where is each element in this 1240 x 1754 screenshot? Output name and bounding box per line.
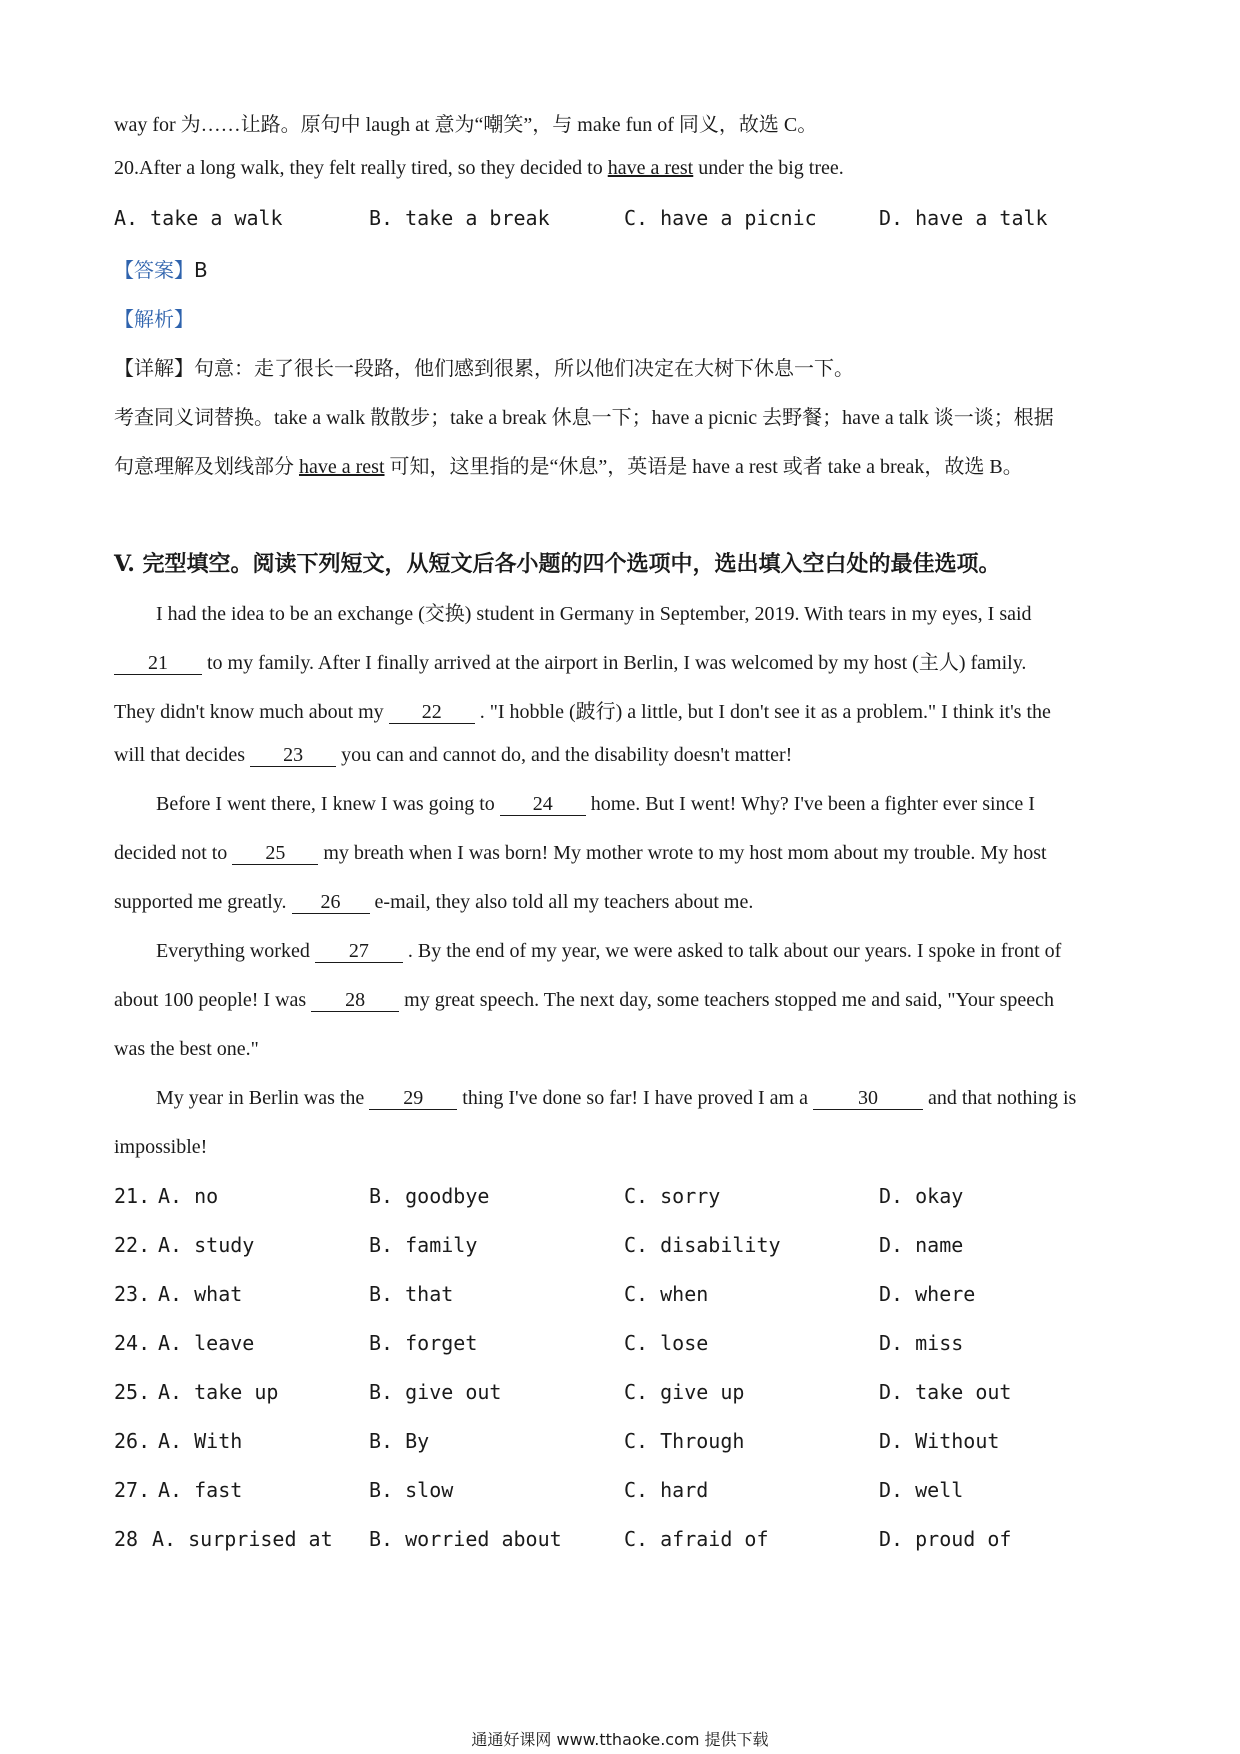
option-a[interactable]: A. take a walk: [114, 206, 283, 230]
option-d[interactable]: D. well: [879, 1478, 964, 1502]
blank-25: 25: [232, 842, 318, 865]
detail-3-underlined: have a rest: [299, 456, 385, 478]
blank-22: 22: [389, 701, 475, 724]
option-a[interactable]: A. what: [158, 1282, 243, 1306]
option-d[interactable]: D. miss: [879, 1331, 964, 1355]
question-number: 27.: [114, 1478, 151, 1502]
detail-3-post: 可知，这里指的是“休息”，英语是 have a rest 或者 take a break，故选 B。: [384, 456, 1023, 478]
p2-line2-pre: decided not to: [114, 842, 233, 864]
blank-28: 28: [311, 989, 399, 1012]
passage-p2-line2: [114, 842, 1130, 865]
question-20-underlined: have a rest: [607, 157, 694, 179]
option-a[interactable]: A. study: [158, 1233, 255, 1257]
passage-p1-line3: [114, 695, 1130, 724]
blank-30: 30: [813, 1087, 923, 1110]
blank-26: 26: [292, 891, 370, 914]
option-b[interactable]: B. give out: [369, 1380, 502, 1404]
option-c[interactable]: C. when: [624, 1282, 709, 1306]
blank-27: 27: [315, 940, 403, 963]
option-d[interactable]: D. okay: [879, 1184, 964, 1208]
option-c[interactable]: C. Through: [624, 1429, 745, 1453]
option-c[interactable]: C. disability: [624, 1233, 781, 1257]
passage-p3-line2: [114, 989, 1130, 1012]
question-20-text-pre: 20.After a long walk, they felt really tired, so they decided to: [114, 157, 608, 179]
detail-line-3: [114, 450, 1130, 479]
detail-3-pre: 句意理解及划线部分: [114, 456, 299, 478]
question-number: 22.: [114, 1233, 151, 1257]
option-b[interactable]: B. goodbye: [369, 1184, 490, 1208]
option-c[interactable]: C. sorry: [624, 1184, 721, 1208]
section-heading: V. 完型填空。阅读下列短文，从短文后各小题的四个选项中，选出填入空白处的最佳选项。: [114, 551, 1001, 577]
option-c[interactable]: C. lose: [624, 1331, 709, 1355]
p3-line1-pre: Everything worked: [156, 940, 315, 962]
answer-line: [114, 254, 1130, 283]
option-c[interactable]: C. give up: [624, 1380, 745, 1404]
option-d[interactable]: D. Without: [879, 1429, 1000, 1453]
blank-29: 29: [369, 1087, 457, 1110]
option-d[interactable]: D. have a talk: [879, 206, 1048, 230]
option-b[interactable]: B. By: [369, 1429, 430, 1453]
option-d[interactable]: D. proud of: [879, 1527, 1012, 1551]
p4-line1-pre: My year in Berlin was the: [156, 1087, 370, 1109]
p2-line3-post: e-mail, they also told all my teachers about me.: [369, 891, 754, 913]
question-number: 25.: [114, 1380, 151, 1404]
p3-line1-post: . By the end of my year, we were asked to talk about our years. I spoke in front of: [402, 940, 1062, 962]
p3-line2-post: my great speech. The next day, some teachers stopped me and said, "Your speech: [399, 989, 1055, 1011]
detail-line-2: 考查同义词替换。take a walk 散散步；take a break 休息一下；have a picnic 去野餐；have a talk 谈一谈；根据: [114, 407, 1054, 429]
passage-p1-line2: [114, 646, 1130, 675]
option-a[interactable]: A. surprised at: [152, 1527, 333, 1551]
passage-p4-line2: impossible!: [114, 1136, 208, 1158]
question-20: [114, 157, 1130, 180]
option-b[interactable]: B. slow: [369, 1478, 454, 1502]
option-d[interactable]: D. name: [879, 1233, 964, 1257]
blank-23: 23: [250, 744, 336, 767]
p1-line2-text: to my family. After I finally arrived at the airport in Berlin, I was welcomed by my host (主人) family.: [202, 652, 1027, 674]
option-b[interactable]: B. family: [369, 1233, 478, 1257]
option-b[interactable]: B. worried about: [369, 1527, 562, 1551]
option-d[interactable]: D. take out: [879, 1380, 1012, 1404]
option-b[interactable]: B. take a break: [369, 206, 550, 230]
p1-line4-pre: will that decides: [114, 744, 251, 766]
detail-line-1: 【详解】句意：走了很长一段路，他们感到很累，所以他们决定在大树下休息一下。: [114, 358, 854, 380]
answer-value: B: [194, 258, 208, 282]
passage-p1-line4: [114, 744, 1130, 767]
question-number: 26.: [114, 1429, 151, 1453]
p1-line3-pre: They didn't know much about my: [114, 701, 389, 723]
p2-line3-pre: supported me greatly.: [114, 891, 292, 913]
question-number: 24.: [114, 1331, 151, 1355]
passage-p3-line3: was the best one.": [114, 1038, 259, 1060]
question-number: 23.: [114, 1282, 151, 1306]
p3-line2-pre: about 100 people! I was: [114, 989, 312, 1011]
option-a[interactable]: A. no: [158, 1184, 219, 1208]
p4-line1-mid: thing I've done so far! I have proved I am a: [457, 1087, 813, 1109]
option-d[interactable]: D. where: [879, 1282, 976, 1306]
p1-line4-post: you can and cannot do, and the disability doesn't matter!: [336, 744, 793, 766]
question-20-text-post: under the big tree.: [693, 157, 844, 179]
question-number: 21.: [114, 1184, 151, 1208]
p2-line2-post: my breath when I was born! My mother wrote to my host mom about my trouble. My host: [318, 842, 1047, 864]
p2-line1-pre: Before I went there, I knew I was going to: [156, 793, 500, 815]
option-a[interactable]: A. leave: [158, 1331, 255, 1355]
question-number: 28: [114, 1527, 139, 1551]
passage-p4-line1: [156, 1087, 1130, 1110]
option-c[interactable]: C. have a picnic: [624, 206, 817, 230]
option-c[interactable]: C. afraid of: [624, 1527, 769, 1551]
p1-line3-post: . "I hobble (跛行) a little, but I don't see it as a problem." I think it's the: [474, 701, 1051, 723]
blank-21: 21: [114, 652, 202, 675]
analysis-tag: 【解析】: [114, 309, 194, 331]
answer-tag: 【答案】: [114, 260, 194, 282]
option-a[interactable]: A. fast: [158, 1478, 243, 1502]
carryover-explanation: way for 为……让路。原句中 laugh at 意为“嘲笑”，与 make fun of 同义，故选 C。: [114, 114, 818, 136]
option-c[interactable]: C. hard: [624, 1478, 709, 1502]
passage-p2-line3: [114, 891, 1130, 914]
passage-p2-line1: [156, 793, 1130, 816]
p4-line1-post: and that nothing is: [922, 1087, 1077, 1109]
passage-p1-line1: I had the idea to be an exchange (交换) student in Germany in September, 2019. With tears in my eyes, I said: [156, 603, 1032, 625]
option-a[interactable]: A. With: [158, 1429, 243, 1453]
option-b[interactable]: B. forget: [369, 1331, 478, 1355]
p2-line1-post: home. But I went! Why? I've been a fighter ever since I: [585, 793, 1035, 815]
footer-source: 通通好课网 www.tthaoke.com 提供下载: [471, 1730, 769, 1749]
option-a[interactable]: A. take up: [158, 1380, 279, 1404]
option-b[interactable]: B. that: [369, 1282, 454, 1306]
blank-24: 24: [500, 793, 586, 816]
passage-p3-line1: [156, 940, 1130, 963]
